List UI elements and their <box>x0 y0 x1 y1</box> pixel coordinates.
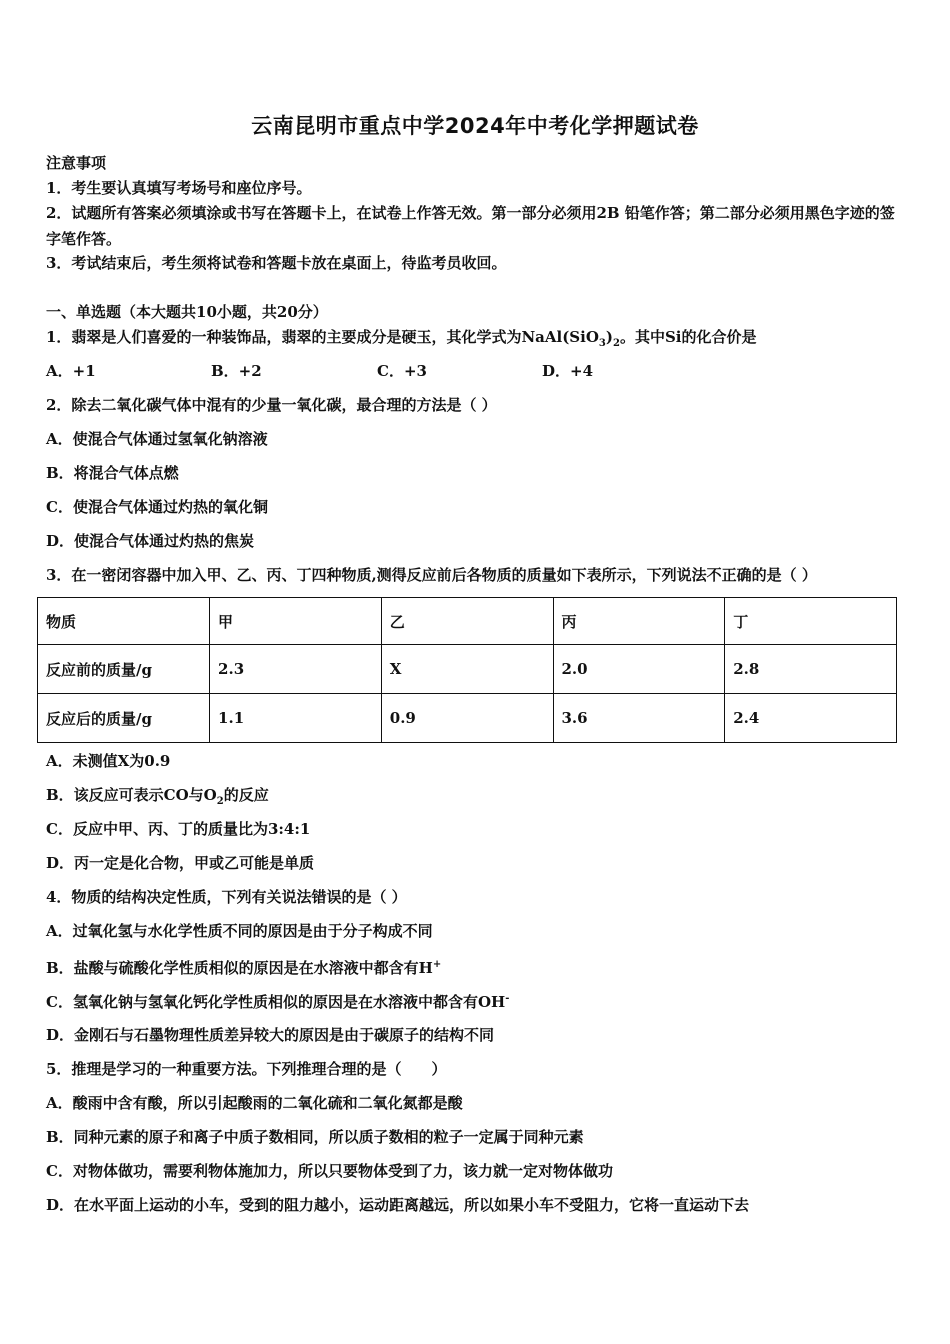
q4-option-d[interactable]: D．金刚石与石墨物理性质差异较大的原因是由于碳原子的结构不同 <box>46 1026 495 1044</box>
page-title: 云南昆明市重点中学2024年中考化学押题试卷 <box>251 114 699 138</box>
q1-subscript-2: 2 <box>612 338 620 349</box>
q1-stem-tail: 。其中Si的化合价是 <box>619 328 757 346</box>
notice-item-2: 2．试题所有答案必须填涂或书写在答题卡上，在试卷上作答无效。第一部分必须用2B 铅笔作答；第二部分必须用黑色字迹的签字笔作答。 <box>46 204 895 248</box>
q2-option-c[interactable]: C．使混合气体通过灼热的氧化铜 <box>46 498 268 516</box>
q4-option-c[interactable] <box>46 988 910 1013</box>
q3-mass-table <box>37 597 897 743</box>
q1-option-a[interactable]: A．+1 <box>46 362 96 380</box>
q3-option-d[interactable]: D．丙一定是化合物，甲或乙可能是单质 <box>46 854 315 872</box>
q1-option-b[interactable]: B．+2 <box>211 362 262 380</box>
q5-option-c[interactable]: C．对物体做功，需要利物体施加力，所以只要物体受到了力，该力就一定对物体做功 <box>46 1162 613 1180</box>
notice-item-3: 3．考试结束后，考生须将试卷和答题卡放在桌面上，待监考员收回。 <box>46 254 507 272</box>
q4-option-c-superscript: - <box>505 993 510 1004</box>
table-cell: X <box>381 645 553 694</box>
q5-option-a[interactable]: A．酸雨中含有酸，所以引起酸雨的二氧化硫和二氧化氮都是酸 <box>46 1094 463 1112</box>
table-cell: 反应后的质量/g <box>38 694 210 743</box>
q3-option-b[interactable] <box>46 784 910 813</box>
table-cell: 反应前的质量/g <box>38 645 210 694</box>
table-row <box>38 645 897 694</box>
q3-option-b-tail: 的反应 <box>223 786 269 804</box>
table-cell: 2.0 <box>553 645 725 694</box>
q1-stem <box>46 326 910 355</box>
table-cell: 2.4 <box>725 694 897 743</box>
q1-stem-text: 1．翡翠是人们喜爱的一种装饰品，翡翠的主要成分是硬玉，其化学式为NaAl(SiO <box>46 328 599 346</box>
table-header-row <box>38 598 897 645</box>
q1-paren: ) <box>605 328 613 346</box>
notice-heading: 注意事项 <box>46 154 107 172</box>
table-header-cell: 丁 <box>725 598 897 645</box>
q3-option-b-subscript: 2 <box>216 796 224 807</box>
q4-stem: 4．物质的结构决定性质，下列有关说法错误的是（ ） <box>46 888 407 906</box>
q4-option-b[interactable] <box>46 954 910 979</box>
q5-stem: 5．推理是学习的一种重要方法。下列推理合理的是（ ） <box>46 1060 447 1078</box>
q4-option-b-superscript: + <box>432 959 442 970</box>
q1-subscript-3: 3 <box>598 338 606 349</box>
q3-option-a[interactable]: A．未测值X为0.9 <box>46 752 171 770</box>
table-cell: 3.6 <box>553 694 725 743</box>
q2-option-d[interactable]: D．使混合气体通过灼热的焦炭 <box>46 532 255 550</box>
notice-item-1: 1．考生要认真填写考场号和座位序号。 <box>46 179 312 197</box>
section-heading: 一、单选题（本大题共10小题，共20分） <box>46 303 328 321</box>
q5-option-d[interactable]: D．在水平面上运动的小车，受到的阻力越小，运动距离越远，所以如果小车不受阻力，它将一直运动下去 <box>46 1196 750 1214</box>
table-cell: 2.8 <box>725 645 897 694</box>
table-cell: 1.1 <box>210 694 382 743</box>
table-header-cell: 乙 <box>381 598 553 645</box>
table-header-cell: 丙 <box>553 598 725 645</box>
table-cell: 0.9 <box>381 694 553 743</box>
q4-option-c-text: C．氢氧化钠与氢氧化钙化学性质相似的原因是在水溶液中都含有OH <box>46 993 506 1011</box>
table-cell: 2.3 <box>210 645 382 694</box>
table-row <box>38 694 897 743</box>
q3-stem: 3．在一密闭容器中加入甲、乙、丙、丁四种物质,测得反应前后各物质的质量如下表所示，下列说法不正确的是（ ） <box>46 566 817 584</box>
q4-option-a[interactable]: A．过氧化氢与水化学性质不同的原因是由于分子构成不同 <box>46 922 433 940</box>
q1-option-d[interactable]: D．+4 <box>542 362 594 380</box>
q2-option-a[interactable]: A．使混合气体通过氢氧化钠溶液 <box>46 430 268 448</box>
table-header-cell: 甲 <box>210 598 382 645</box>
q5-option-b[interactable]: B．同种元素的原子和离子中质子数相同，所以质子数相的粒子一定属于同种元素 <box>46 1128 584 1146</box>
table-header-cell: 物质 <box>38 598 210 645</box>
q4-option-b-text: B．盐酸与硫酸化学性质相似的原因是在水溶液中都含有H <box>46 959 433 977</box>
q3-option-c[interactable]: C．反应中甲、丙、丁的质量比为3:4:1 <box>46 820 311 838</box>
q1-option-c[interactable]: C．+3 <box>377 362 427 380</box>
q2-option-b[interactable]: B．将混合气体点燃 <box>46 464 179 482</box>
q2-stem: 2．除去二氧化碳气体中混有的少量一氧化碳，最合理的方法是（ ） <box>46 396 497 414</box>
q3-option-b-text: B．该反应可表示CO与O <box>46 786 217 804</box>
